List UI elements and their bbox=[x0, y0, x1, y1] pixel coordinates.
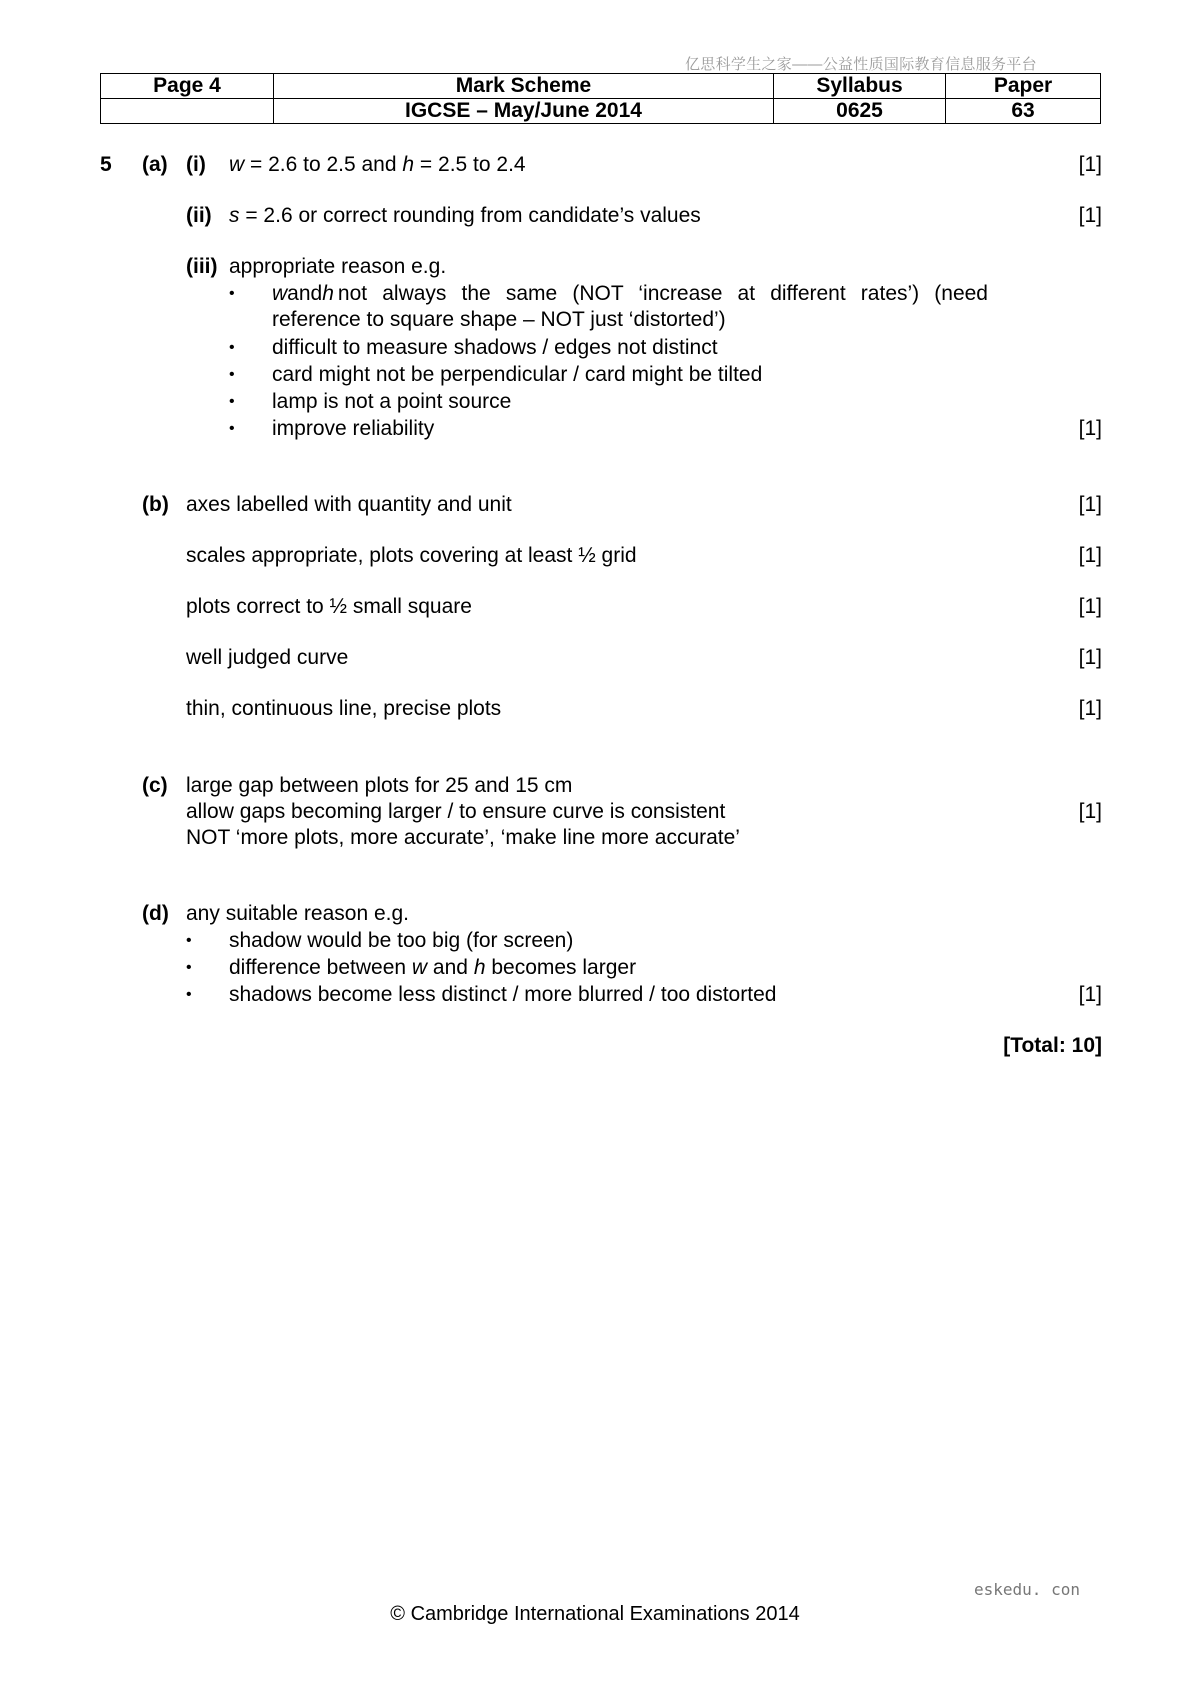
var-h: h bbox=[402, 153, 415, 176]
question-number: 5 bbox=[100, 153, 112, 176]
c-line-3: NOT ‘more plots, more accurate’, ‘make line more accurate’ bbox=[186, 826, 740, 849]
header-paper-label: Paper bbox=[946, 74, 1101, 99]
c-line-2: allow gaps becoming larger / to ensure curve is consistent bbox=[186, 800, 726, 823]
header-exam: IGCSE – May/June 2014 bbox=[274, 99, 774, 124]
bullet-icon: • bbox=[186, 986, 192, 1003]
bullet-icon: • bbox=[229, 393, 235, 410]
answer-a-i bbox=[229, 152, 526, 178]
header-page: Page 4 bbox=[101, 74, 274, 99]
bullet-icon: • bbox=[229, 366, 235, 383]
part-a-label: (a) bbox=[142, 153, 168, 176]
answer-a-iii-intro: appropriate reason e.g. bbox=[229, 255, 447, 278]
copyright: © Cambridge International Examinations 2014 bbox=[390, 1603, 800, 1625]
mark-a-ii: [1] bbox=[1078, 204, 1102, 227]
var-w: w bbox=[411, 956, 428, 979]
b-line-3: plots correct to ½ small square bbox=[186, 595, 472, 618]
mark-a-iii: [1] bbox=[1078, 417, 1102, 440]
d-b2-pre: difference between bbox=[229, 956, 412, 979]
a-iii-bullet-2: difficult to measure shadows / edges not distinct bbox=[272, 336, 718, 359]
a-iii-bullet-4: lamp is not a point source bbox=[272, 390, 512, 413]
mark-b-2: [1] bbox=[1078, 544, 1102, 567]
c-line-1: large gap between plots for 25 and 15 cm bbox=[186, 774, 573, 797]
a-iii-bullet-5: improve reliability bbox=[272, 417, 435, 440]
watermark: 亿思科学生之家——公益性质国际教育信息服务平台 bbox=[685, 56, 1037, 73]
bullet-icon: • bbox=[229, 339, 235, 356]
mark-b-1: [1] bbox=[1078, 493, 1102, 516]
source-watermark: eskedu. con bbox=[974, 1580, 1080, 1599]
d-b2-post: becomes larger bbox=[485, 956, 637, 979]
sub-ii-label: (ii) bbox=[186, 204, 212, 227]
var-h: h bbox=[322, 282, 334, 305]
var-s: s bbox=[229, 204, 240, 227]
total-marks: [Total: 10] bbox=[1003, 1034, 1102, 1057]
mark-b-4: [1] bbox=[1078, 646, 1102, 669]
part-c-label: (c) bbox=[142, 774, 168, 797]
var-h: h bbox=[473, 956, 486, 979]
answer-a-ii-text: = 2.6 or correct rounding from candidate’s values bbox=[239, 204, 701, 227]
header-syllabus: 0625 bbox=[774, 99, 946, 124]
b-line-2: scales appropriate, plots covering at least ½ grid bbox=[186, 544, 637, 567]
sub-iii-label: (iii) bbox=[186, 255, 218, 278]
bullet-icon: • bbox=[186, 959, 192, 976]
header-mark-scheme: Mark Scheme bbox=[274, 74, 774, 99]
a-iii-bullet-1-line2: reference to square shape – NOT just ‘distorted’) bbox=[272, 308, 726, 331]
answer-a-i-part2: = 2.5 to 2.4 bbox=[414, 153, 526, 176]
part-d-label: (d) bbox=[142, 902, 169, 925]
sub-i-label: (i) bbox=[186, 153, 206, 176]
b-line-1: axes labelled with quantity and unit bbox=[186, 493, 512, 516]
bullet-icon: • bbox=[186, 932, 192, 949]
d-bullet-2 bbox=[229, 955, 636, 981]
mark-d: [1] bbox=[1078, 983, 1102, 1006]
d-intro: any suitable reason e.g. bbox=[186, 902, 409, 925]
d-bullet-1: shadow would be too big (for screen) bbox=[229, 929, 574, 952]
answer-a-i-part1: = 2.6 to 2.5 and bbox=[244, 153, 403, 176]
mark-b-3: [1] bbox=[1078, 595, 1102, 618]
var-w: w bbox=[272, 282, 288, 305]
header-empty-cell bbox=[101, 99, 274, 124]
d-b2-mid: and bbox=[427, 956, 474, 979]
mark-a-i: [1] bbox=[1078, 153, 1102, 176]
header-syllabus-label: Syllabus bbox=[774, 74, 946, 99]
bullet-icon: • bbox=[229, 420, 235, 437]
mark-c: [1] bbox=[1078, 800, 1102, 823]
header-table bbox=[100, 73, 1101, 124]
a-iii-bullet-3: card might not be perpendicular / card might be tilted bbox=[272, 363, 763, 386]
var-w: w bbox=[229, 153, 245, 176]
bullet-icon: • bbox=[229, 285, 235, 302]
mark-b-5: [1] bbox=[1078, 697, 1102, 720]
b-line-4: well judged curve bbox=[186, 646, 349, 669]
part-b-label: (b) bbox=[142, 493, 169, 516]
a-iii-b1-rest: not always the same (NOT ‘increase at different rates’) (need bbox=[337, 282, 988, 305]
answer-a-ii bbox=[229, 203, 701, 229]
a-iii-b1-mid: and bbox=[287, 282, 323, 305]
b-line-5: thin, continuous line, precise plots bbox=[186, 697, 502, 720]
header-paper: 63 bbox=[946, 99, 1101, 124]
d-bullet-3: shadows become less distinct / more blurred / too distorted bbox=[229, 983, 777, 1006]
a-iii-bullet-1 bbox=[272, 281, 988, 307]
